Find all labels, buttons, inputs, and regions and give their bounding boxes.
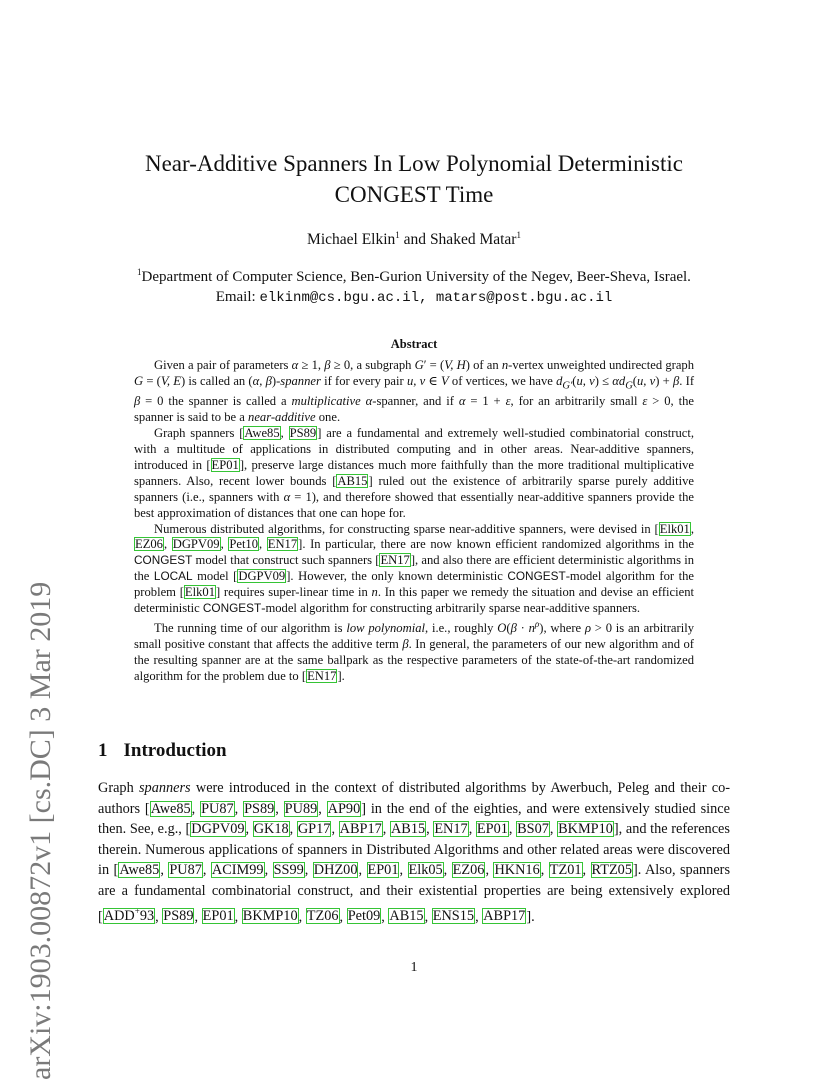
- title-line-2: CONGEST Time: [334, 182, 494, 207]
- affiliation-mark: 1: [137, 267, 142, 277]
- citation-link[interactable]: EP01: [367, 862, 399, 879]
- author-name: Shaked Matar: [429, 231, 517, 249]
- abstract-paragraph: Numerous distributed algorithms, for constructing sparse near-additive spanners, were devised in [Elk01, EZ06, DGPV09, Pet10, EN17]. In particular, there are now known efficient randomized algorithms in the CONGEST model that construct such spanners [EN17], and also there are efficient deterministic algorithms in the LOCAL model [DGPV09]. However, the only known deterministic CONGEST-model algorithm for the problem [Elk01] requires super-linear time in n. In this paper we remedy the situation and devise an efficient deterministic CONGEST-model algorithm for constructing arbitrarily sparse near-additive spanners.: [134, 521, 695, 616]
- citation-link[interactable]: PU87: [201, 800, 234, 817]
- citation-link[interactable]: EZ06: [452, 862, 485, 879]
- citation-link[interactable]: EN17: [307, 668, 337, 683]
- affiliation-mark: 1: [516, 230, 521, 240]
- email-addresses: elkinm@cs.bgu.ac.il, matars@post.bgu.ac.il: [259, 290, 613, 306]
- citation-link[interactable]: ACIM99: [211, 862, 264, 879]
- affiliation-block: [80, 262, 748, 308]
- arxiv-watermark: arXiv:1903.00872v1 [cs.DC] 3 Mar 2019: [24, 581, 57, 1080]
- citation-link[interactable]: ABP17: [483, 908, 526, 925]
- section-title: Introduction: [123, 740, 227, 761]
- citation-link[interactable]: Awe85: [119, 862, 160, 879]
- citation-link[interactable]: Elk05: [408, 862, 443, 879]
- citation-link[interactable]: BS07: [517, 821, 549, 838]
- citation-link[interactable]: BKMP10: [242, 908, 298, 925]
- citation-link[interactable]: Elk01: [184, 585, 215, 600]
- citation-link[interactable]: EP01: [211, 457, 239, 472]
- citation-link[interactable]: SS99: [273, 862, 304, 879]
- citation-link[interactable]: RTZ05: [591, 862, 632, 879]
- paper-title: [100, 148, 728, 210]
- citation-link[interactable]: ABP17: [339, 821, 382, 838]
- author-name: Michael Elkin: [307, 231, 396, 249]
- citation-link[interactable]: GP17: [297, 821, 331, 838]
- citation-link[interactable]: EN17: [380, 553, 410, 568]
- abstract-paragraph: Given a pair of parameters α ≥ 1, β ≥ 0, a subgraph G′ = (V, H) of an n-vertex unweighted undirected graph G = (V, E) is called an (α, β)-spanner if for every pair u, v ∈ V of vertices, we have $d_{G'}(u$, $v) \le \alpha d_G(u$, v) + β. If β = 0 the spanner is called a multiplicative α-spanner, and if α = 1 + ε, for an arbitrarily small ε > 0, the spanner is said to be a near-additive one.: [134, 358, 695, 425]
- citation-link[interactable]: DGPV09: [172, 537, 220, 552]
- author-line: [100, 230, 728, 249]
- citation-link[interactable]: HKN16: [494, 862, 540, 879]
- citation-link[interactable]: Awe85: [244, 426, 280, 441]
- citation-link[interactable]: ENS15: [432, 908, 475, 925]
- citation-link[interactable]: DHZ00: [313, 862, 358, 879]
- citation-link[interactable]: PS89: [289, 426, 317, 441]
- email-label: Email:: [215, 289, 260, 305]
- citation-link[interactable]: EN17: [267, 537, 298, 552]
- citation-link[interactable]: EP01: [476, 821, 508, 838]
- citation-link[interactable]: AB15: [389, 908, 424, 925]
- citation-link[interactable]: TZ06: [306, 908, 339, 925]
- citation-link[interactable]: Pet09: [347, 908, 381, 925]
- author-separator: and: [399, 231, 430, 249]
- citation-link[interactable]: PU87: [169, 862, 202, 879]
- introduction-paragraph: Graph spanners were introduced in the context of distributed algorithms by Awerbuch, Peleg and their co-authors [Awe85, PU87, PS89, PU89, AP90] in the end of the eighties, and were extensively studied since then. See, e.g., [DGPV09, GK18, GP17, ABP17, AB15, EN17, EP01, BS07, BKMP10], and the references therein. Numerous applications of spanners in Distributed Algorithms and other related areas were discovered in [Awe85, PU87, ACIM99, SS99, DHZ00, EP01, Elk05, EZ06, HKN16, TZ01, RTZ05]. Also, spanners are a fundamental combinatorial construct, and their existential properties are being extensively explored [ADD+93, PS89, EP01, BKMP10, TZ06, Pet09, AB15, ENS15, ABP17].: [98, 780, 731, 925]
- introduction-body: [98, 778, 730, 927]
- citation-link[interactable]: EN17: [434, 821, 468, 838]
- abstract-paragraph: The running time of our algorithm is low polynomial, i.e., roughly $O(\beta \cdot n^\rho)$, where ρ > 0 is an arbitrarily small positive constant that affects the additive term β. In general, the parameters of our new algorithm and of the resulting spanner are at the same ballpark as the respective parameters of the state-of-the-art randomized algorithm for the problem due to [EN17].: [134, 619, 695, 683]
- abstract-heading: Abstract: [390, 337, 438, 351]
- citation-link[interactable]: AP90: [327, 800, 361, 817]
- affiliation-mark: 1: [395, 230, 400, 240]
- citation-link[interactable]: PU89: [284, 800, 318, 817]
- citation-link[interactable]: ADD+93: [103, 906, 155, 925]
- citation-link[interactable]: EZ06: [135, 537, 163, 552]
- citation-link[interactable]: PS89: [163, 908, 194, 925]
- citation-link[interactable]: Pet10: [229, 537, 259, 552]
- citation-link[interactable]: BKMP10: [558, 821, 613, 838]
- abstract-paragraph: Graph spanners [Awe85, PS89] are a fundamental and extremely well-studied combinatorial construct, with a multitude of applications in distributed computing and in other areas. Near-additive spanners, introduced in [EP01], preserve large distances much more faithfully than the more traditional multiplicative spanners. Also, recent lower bounds [AB15] ruled out the existence of arbitrarily sparse purely additive spanners (i.e., spanners with α = 1), and therefore showed that essentially near-additive spanners provide the best approximation of distances that one can hope for.: [134, 426, 695, 520]
- title-line-1: Near-Additive Spanners In Low Polynomial Deterministic: [144, 151, 683, 176]
- citation-link[interactable]: DGPV09: [191, 821, 245, 838]
- abstract-body: [134, 358, 694, 685]
- citation-link[interactable]: GK18: [253, 821, 289, 838]
- citation-link[interactable]: TZ01: [549, 862, 582, 879]
- affiliation-text: Department of Computer Science, Ben-Gurion University of the Negev, Beer-Sheva, Israel.: [141, 269, 691, 285]
- section-number: 1: [98, 740, 108, 761]
- citation-link[interactable]: DGPV09: [238, 569, 286, 584]
- citation-link[interactable]: PS89: [244, 800, 275, 817]
- citation-link[interactable]: Awe85: [150, 800, 191, 817]
- citation-link[interactable]: EP01: [202, 908, 234, 925]
- citation-link[interactable]: AB15: [390, 821, 426, 838]
- citation-link[interactable]: AB15: [337, 473, 368, 488]
- citation-link[interactable]: Elk01: [659, 521, 690, 536]
- section-heading: [98, 740, 227, 762]
- page-number: 1: [410, 960, 418, 975]
